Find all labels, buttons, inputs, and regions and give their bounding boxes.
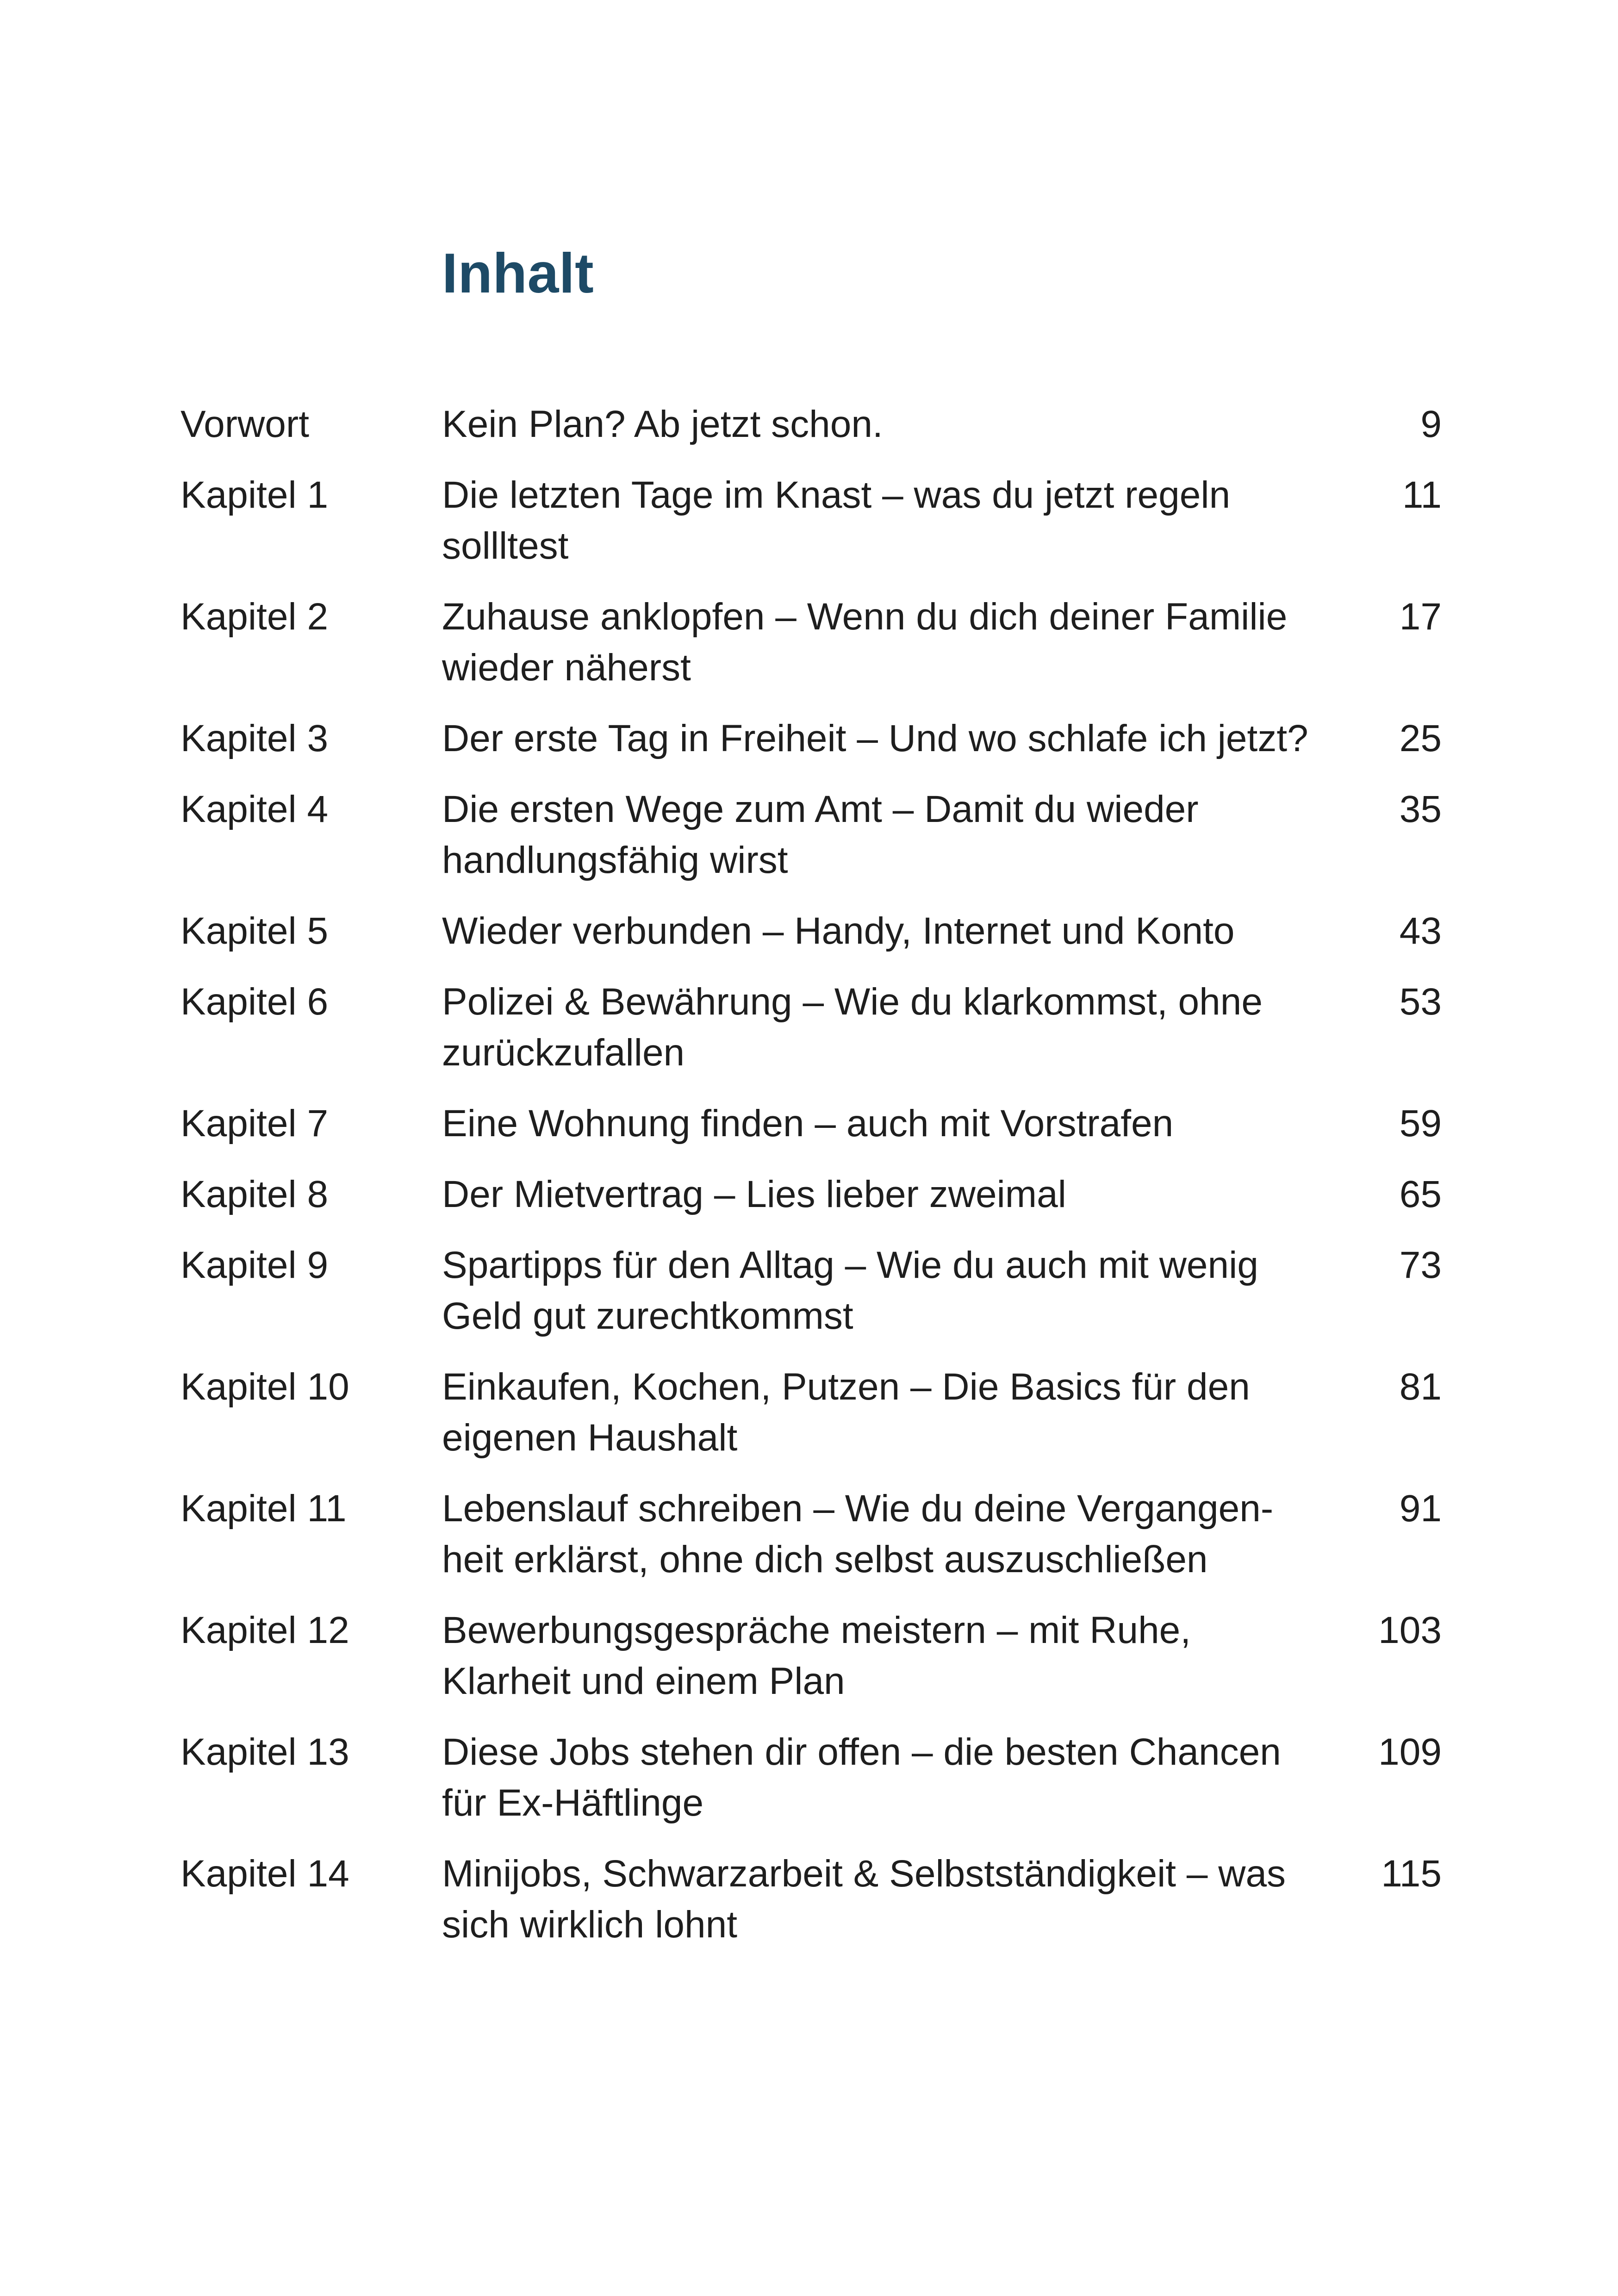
toc-entry-title: Bewerbungsgespräche meistern – mit Ruhe, Klarheit und einem Plan [442, 1609, 1191, 1702]
toc-entry-kapitel-5 [180, 906, 1442, 957]
toc-entry-page-number: 11 [1402, 474, 1442, 516]
toc-entry-title: Kein Plan? Ab jetzt schon. [442, 403, 883, 445]
toc-entry-label: Kapitel 6 [180, 981, 329, 1023]
toc-entry-page-number: 65 [1399, 1173, 1442, 1215]
toc-entry-page-number: 73 [1399, 1244, 1442, 1286]
toc-entry-title: Der Mietvertrag – Lies lieber zweimal [442, 1173, 1066, 1215]
toc-entry-label: Kapitel 5 [180, 910, 329, 952]
toc-entry-page-number: 25 [1399, 717, 1442, 759]
toc-entry-page-number: 17 [1399, 596, 1442, 638]
toc-entry-title: Wieder verbunden – Handy, Internet und Konto [442, 910, 1235, 952]
toc-entry-title: Lebenslauf schreiben – Wie du deine Vergangen-heit erklärst, ohne dich selbst auszuschließen [442, 1487, 1274, 1580]
toc-entry-label: Kapitel 14 [180, 1853, 349, 1895]
toc-entry-label: Kapitel 13 [180, 1731, 349, 1773]
toc-entry-title: Minijobs, Schwarzarbeit & Selbstständigkeit – was sich wirklich lohnt [442, 1853, 1286, 1946]
toc-entry-title: Polizei & Bewährung – Wie du klarkommst, ohne zurückzufallen [442, 981, 1263, 1074]
toc-entry-kapitel-3 [180, 713, 1442, 764]
toc-entry-page-number: 9 [1420, 403, 1442, 445]
toc-list [180, 399, 1442, 1970]
toc-entry-page-number: 53 [1399, 981, 1442, 1023]
toc-entry-title: Spartipps für den Alltag – Wie du auch mit wenig Geld gut zurechtkommst [442, 1244, 1258, 1337]
toc-entry-page-number: 35 [1399, 788, 1442, 830]
toc-entry-label: Kapitel 11 [180, 1487, 347, 1530]
toc-entry-kapitel-11 [180, 1483, 1442, 1585]
toc-entry-kapitel-7 [180, 1098, 1442, 1149]
toc-entry-kapitel-8 [180, 1169, 1442, 1220]
toc-entry-page-number: 91 [1399, 1487, 1442, 1530]
toc-entry-label: Kapitel 8 [180, 1173, 329, 1215]
toc-entry-page-number: 81 [1399, 1366, 1442, 1408]
toc-entry-title: Einkaufen, Kochen, Putzen – Die Basics für den eigenen Haushalt [442, 1366, 1250, 1459]
toc-entry-kapitel-10 [180, 1362, 1442, 1463]
toc-entry-title: Eine Wohnung finden – auch mit Vorstrafen [442, 1102, 1174, 1145]
toc-entry-label: Kapitel 9 [180, 1244, 329, 1286]
toc-entry-label: Kapitel 12 [180, 1609, 349, 1651]
toc-entry-label: Kapitel 3 [180, 717, 329, 759]
toc-entry-kapitel-2 [180, 591, 1442, 693]
toc-entry-page-number: 103 [1378, 1609, 1442, 1651]
toc-entry-label: Kapitel 2 [180, 596, 329, 638]
toc-entry-page-number: 43 [1399, 910, 1442, 952]
toc-entry-page-number: 115 [1381, 1853, 1442, 1895]
toc-entry-title: Zuhause anklopfen – Wenn du dich deiner Familie wieder näherst [442, 596, 1288, 689]
toc-entry-kapitel-6 [180, 977, 1442, 1078]
toc-entry-label: Vorwort [180, 403, 309, 445]
toc-entry-kapitel-12 [180, 1605, 1442, 1707]
toc-entry-kapitel-13 [180, 1727, 1442, 1829]
toc-entry-label: Kapitel 1 [180, 474, 329, 516]
toc-entry-title: Diese Jobs stehen dir offen – die besten Chancen für Ex-Häftlinge [442, 1731, 1281, 1824]
toc-entry-page-number: 109 [1378, 1731, 1442, 1773]
toc-entry-title: Die ersten Wege zum Amt – Damit du wieder handlungsfähig wirst [442, 788, 1199, 881]
toc-entry-kapitel-1 [180, 470, 1442, 572]
toc-entry-label: Kapitel 7 [180, 1102, 329, 1145]
toc-entry-label: Kapitel 4 [180, 788, 329, 830]
toc-entry-kapitel-4 [180, 784, 1442, 886]
toc-entry-title: Der erste Tag in Freiheit – Und wo schlafe ich jetzt? [442, 717, 1308, 759]
toc-heading: Inhalt [442, 242, 594, 305]
toc-entry-kapitel-9 [180, 1240, 1442, 1342]
toc-entry-vorwort [180, 399, 1442, 450]
toc-entry-title: Die letzten Tage im Knast – was du jetzt regeln sollltest [442, 474, 1231, 567]
toc-entry-kapitel-14 [180, 1848, 1442, 1950]
toc-entry-page-number: 59 [1399, 1102, 1442, 1145]
toc-entry-label: Kapitel 10 [180, 1366, 349, 1408]
